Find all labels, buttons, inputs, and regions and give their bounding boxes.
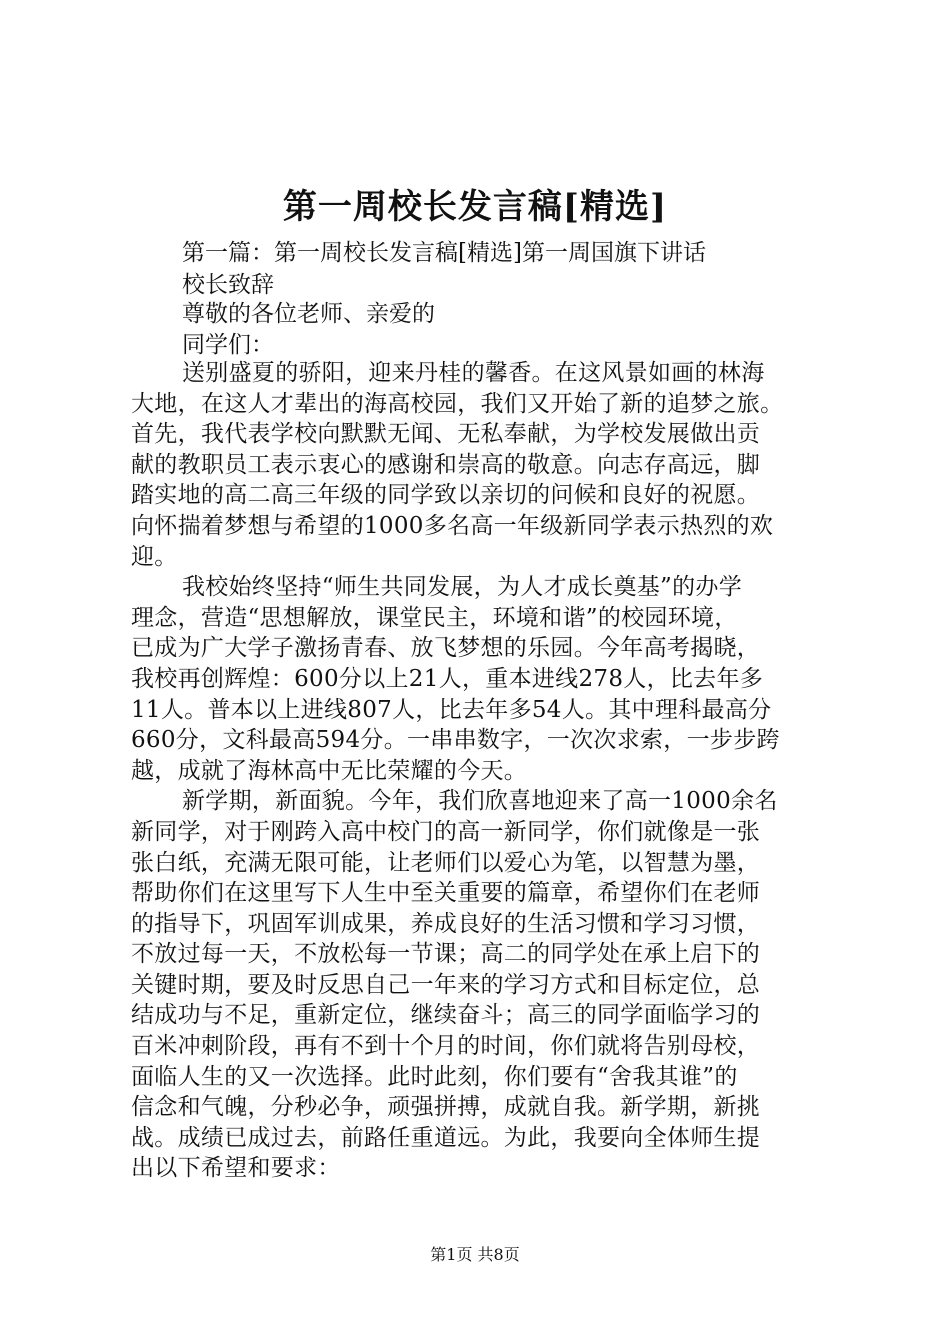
body-line: 我校再创辉煌：600分以上21人，重本进线278人，比去年多	[131, 665, 764, 692]
page-number-footer: 第1页 共8页	[430, 1245, 520, 1264]
body-line: 大地，在这人才辈出的海高校园，我们又开始了新的追梦之旅。	[131, 390, 784, 417]
intro-line-salutation: 尊敬的各位老师、亲爱的	[182, 301, 435, 327]
body-line: 的指导下，巩固军训成果，养成良好的生活习惯和学习习惯，	[131, 910, 761, 937]
body-line: 关键时期，要及时反思自己一年来的学习方式和目标定位，总	[131, 971, 761, 998]
body-line: 不放过每一天，不放松每一节课；高二的同学处在承上启下的	[131, 941, 761, 968]
body-line: 理念，营造“思想解放，课堂民主，环境和谐”的校园环境，	[131, 604, 738, 631]
body-line: 出以下希望和要求：	[131, 1155, 341, 1182]
intro-line-salutation-cont: 同学们：	[182, 332, 274, 358]
body-line: 越，成就了海林高中无比荣耀的今天。	[131, 757, 528, 784]
body-line-p3-start: 新学期，新面貌。今年，我们欣喜地迎来了高一1000余名	[182, 788, 778, 815]
body-line: 向怀揣着梦想与希望的1000多名高一年级新同学表示热烈的欢	[131, 512, 774, 539]
speech-body	[131, 358, 831, 1184]
body-line: 迎。	[131, 543, 178, 570]
body-line: 献的教职员工表示衷心的感谢和崇高的敬意。向志存高远，脚	[131, 451, 761, 478]
body-line: 面临人生的又一次选择。此时此刻，你们要有“舍我其谁”的	[131, 1063, 738, 1090]
page-title: 第一周校长发言稿[精选]	[282, 187, 668, 227]
body-line: 张白纸，充满无限可能，让老师们以爱心为笔，以智慧为墨，	[131, 849, 761, 876]
intro-line-speech-label: 校长致辞	[182, 272, 274, 298]
body-line: 帮助你们在这里写下人生中至关重要的篇章，希望你们在老师	[131, 880, 761, 907]
body-line: 已成为广大学子激扬青春、放飞梦想的乐园。今年高考揭晓，	[131, 635, 761, 662]
body-line: 踏实地的高二高三年级的同学致以亲切的问候和良好的祝愿。	[131, 482, 761, 509]
body-line: 660分，文科最高594分。一串串数字，一次次求索，一步步跨	[131, 727, 780, 754]
body-line: 战。成绩已成过去，前路任重道远。为此，我要向全体师生提	[131, 1124, 761, 1151]
body-line: 11人。普本以上进线807人，比去年多54人。其中理科最高分	[131, 696, 772, 723]
body-line: 新同学，对于刚跨入高中校门的高一新同学，你们就像是一张	[131, 818, 761, 845]
body-line-p2-start: 我校始终坚持“师生共同发展，为人才成长奠基”的办学	[182, 574, 743, 601]
body-line: 百米冲刺阶段，再有不到十个月的时间，你们就将告别母校，	[131, 1033, 761, 1060]
body-line: 结成功与不足，重新定位，继续奋斗；高三的同学面临学习的	[131, 1002, 761, 1029]
body-line: 首先，我代表学校向默默无闻、无私奉献，为学校发展做出贡	[131, 421, 761, 448]
intro-line-section-heading: 第一篇：第一周校长发言稿[精选]第一周国旗下讲话	[182, 240, 706, 266]
body-line-p1-start: 送别盛夏的骄阳，迎来丹桂的馨香。在这风景如画的林海	[182, 360, 765, 386]
body-line: 信念和气魄，分秒必争，顽强拼搏，成就自我。新学期，新挑	[131, 1094, 761, 1121]
